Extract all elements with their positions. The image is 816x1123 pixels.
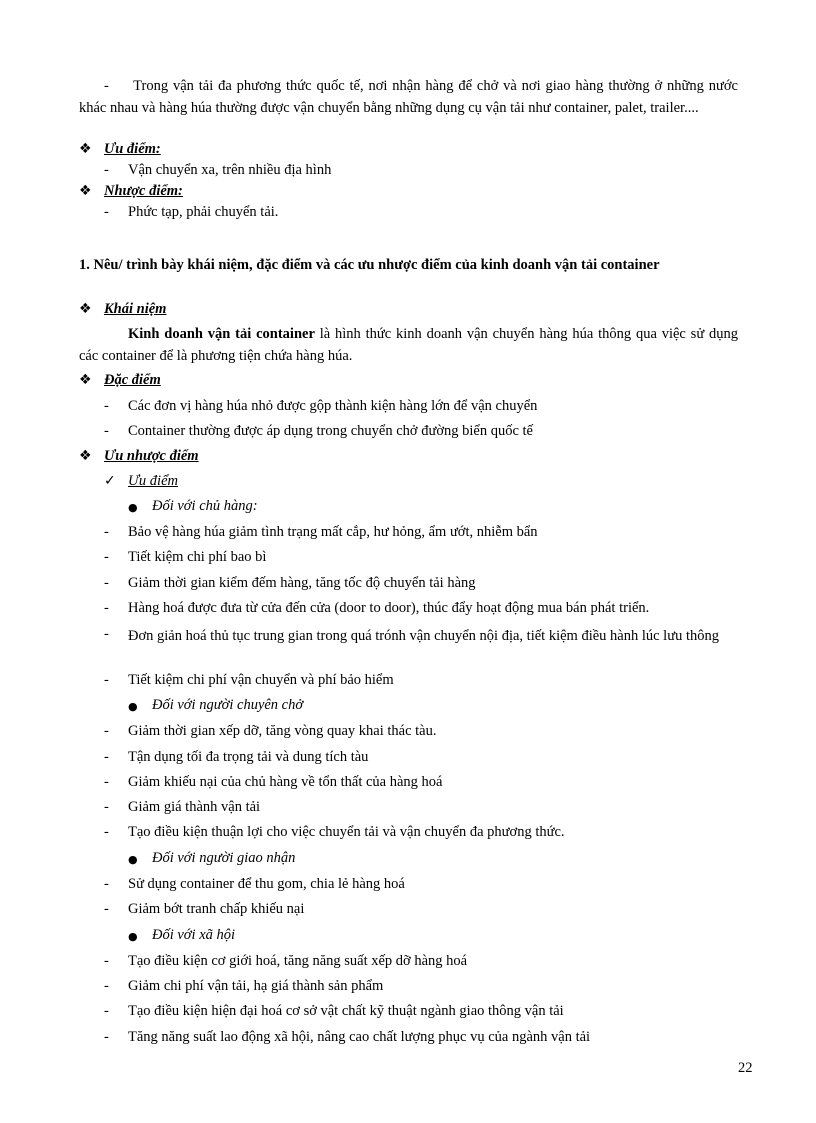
list-item: Tận dụng tối đa trọng tải và dung tích tàu [128, 749, 369, 765]
page-number: 22 [738, 1060, 753, 1076]
dash: - [104, 901, 109, 917]
dash: - [104, 953, 109, 969]
group-label-carrier: Đối với người chuyên chở [152, 697, 304, 713]
concept-rest: là hình thức kinh doanh vận chuyển hàng húa thông qua việc sử dụng các container để là phương tiện chứa hàng húa. [79, 326, 738, 364]
dash: - [104, 626, 109, 642]
list-item: Giảm bớt tranh chấp khiếu nại [128, 901, 305, 917]
features-heading: Đặc điểm [104, 372, 161, 388]
pros-heading: Ưu điểm: [104, 141, 161, 157]
list-item: Giảm thời gian kiểm đếm hàng, tăng tốc độ chuyển tải hàng [128, 575, 476, 591]
bullet-icon: ● [128, 930, 138, 943]
dash: - [104, 524, 109, 540]
concept-heading: Khái niệm [104, 301, 167, 317]
dash: - [104, 1029, 109, 1045]
dash: - [104, 672, 109, 688]
list-item: Tiết kiệm chi phí vận chuyển và phí bảo hiểm [128, 672, 394, 688]
list-item: Giảm thời gian xếp dỡ, tăng vòng quay khai thác tàu. [128, 723, 437, 739]
list-item: Bảo vệ hàng húa giảm tình trạng mất cắp, hư hỏng, ẩm ướt, nhiễm bẩn [128, 524, 538, 540]
pros-subheading: Ưu điểm [128, 473, 178, 489]
list-item: Tăng năng suất lao động xã hội, nâng cao chất lượng phục vụ của ngành vận tải [128, 1029, 591, 1045]
dash: - [104, 575, 109, 591]
list-item: Tạo điều kiện hiện đại hoá cơ sở vật chất kỹ thuật ngành giao thông vận tải [128, 1003, 564, 1019]
list-item: Đơn giản hoá thủ tục trung gian trong quá trónh vận chuyển nội địa, tiết kiệm điều hành lúc lưu thông [128, 628, 719, 644]
dash: - [104, 549, 109, 565]
group-label-shipper: Đối với chủ hàng: [152, 498, 258, 514]
concept-term: Kinh doanh vận tải container [128, 326, 315, 342]
diamond-bullet-icon: ❖ [79, 183, 92, 199]
dash: - [104, 723, 109, 739]
list-item: Sử dụng container để thu gom, chia lẻ hàng hoá [128, 876, 405, 892]
dash: - [104, 749, 109, 765]
dash: - [104, 978, 109, 994]
intro-text: Trong vận tải đa phương thức quốc tế, nơi nhận hàng để chở và nơi giao hàng thường ở những nước khác nhau và hàng húa thường được vận chuyển bằng những dụng cụ vận tải như container, palet, trailer.... [79, 78, 738, 116]
bullet-icon: ● [128, 501, 138, 514]
list-item: Tiết kiệm chi phí bao bì [128, 549, 267, 565]
feature-item: Container thường được áp dụng trong chuyển chở đường biển quốc tế [128, 423, 533, 439]
dash: - [104, 162, 109, 178]
dash: - [104, 204, 109, 220]
list-item: Giảm chi phí vận tải, hạ giá thành sản phẩm [128, 978, 384, 994]
list-item: Tạo điều kiện thuận lợi cho việc chuyển tải và vận chuyển đa phương thức. [128, 824, 565, 840]
diamond-bullet-icon: ❖ [79, 301, 92, 317]
dash: - [104, 876, 109, 892]
diamond-bullet-icon: ❖ [79, 448, 92, 464]
list-item: Giảm giá thành vận tải [128, 799, 261, 815]
list-item: Giảm khiếu nại của chủ hàng về tổn thất của hàng hoá [128, 774, 443, 790]
intro-dash: - [104, 78, 109, 94]
dash: - [104, 1003, 109, 1019]
pros-item: Vận chuyển xa, trên nhiều địa hình [128, 162, 332, 178]
diamond-bullet-icon: ❖ [79, 372, 92, 388]
dash: - [104, 774, 109, 790]
list-item: Tạo điều kiện cơ giới hoá, tăng năng suất xếp dỡ hàng hoá [128, 953, 468, 969]
dash: - [104, 398, 109, 414]
feature-item: Các đơn vị hàng húa nhỏ được gộp thành kiện hàng lớn để vận chuyển [128, 398, 538, 414]
bullet-icon: ● [128, 700, 138, 713]
dash: - [104, 600, 109, 616]
concept-paragraph [79, 323, 738, 367]
diamond-bullet-icon: ❖ [79, 141, 92, 157]
cons-item: Phức tạp, phải chuyển tải. [128, 204, 279, 220]
question-title: 1. Nêu/ trình bày khái niệm, đặc điểm và các ưu nhược điểm của kinh doanh vận tải container [79, 257, 660, 273]
group-label-society: Đối với xã hội [152, 927, 236, 943]
pros-cons-heading: Ưu nhược điểm [104, 448, 199, 464]
list-item: Hàng hoá được đưa từ cửa đến cửa (door to door), thúc đẩy hoạt động mua bán phát triển. [128, 600, 650, 616]
bullet-icon: ● [128, 853, 138, 866]
dash: - [104, 824, 109, 840]
dash: - [104, 423, 109, 439]
intro-paragraph [79, 75, 738, 119]
cons-heading: Nhược điểm: [104, 183, 183, 199]
check-icon: ✓ [104, 473, 116, 489]
dash: - [104, 799, 109, 815]
group-label-forwarder: Đối với người giao nhận [152, 850, 296, 866]
